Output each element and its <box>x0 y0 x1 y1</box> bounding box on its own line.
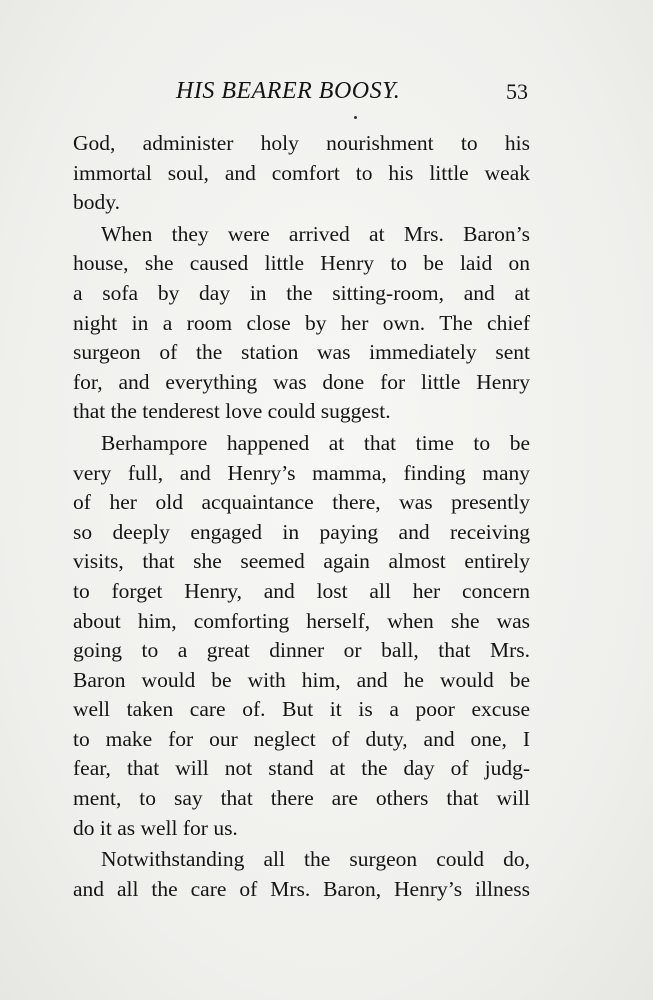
text-line: and all the care of Mrs. Baron, Henry’s illness <box>73 876 530 901</box>
text-line: of her old acquaintance there, was presently <box>73 490 530 515</box>
text-line: so deeply engaged in paying and receiving <box>73 519 530 544</box>
text-line: house, she caused little Henry to be laid on <box>73 251 530 276</box>
text-line: immortal soul, and comfort to his little weak <box>73 160 530 185</box>
page-number: 53 <box>506 79 528 104</box>
text-line: to forget Henry, and lost all her concern <box>73 578 530 603</box>
text-line: for, and everything was done for little Henry <box>73 369 530 394</box>
paragraph <box>73 129 530 218</box>
text-line: Berhampore happened at that time to be <box>101 430 530 455</box>
paragraph <box>73 429 530 843</box>
text-line: God, administer holy nourishment to his <box>73 131 530 155</box>
text-line: fear, that will not stand at the day of judg- <box>73 756 530 781</box>
text-line: night in a room close by her own. The chief <box>73 310 530 335</box>
text-line: body. <box>73 190 120 215</box>
paragraph <box>73 845 530 904</box>
text-line: about him, comforting herself, when she was <box>73 608 530 633</box>
text-line: surgeon of the station was immediately sent <box>73 340 530 365</box>
text-line: very full, and Henry’s mamma, finding many <box>73 460 530 485</box>
running-head <box>0 78 653 112</box>
text-line: Baron would be with him, and he would be <box>73 667 530 692</box>
running-title: HIS BEARER BOOSY. <box>176 78 401 104</box>
text-line: ment, to say that there are others that will <box>73 786 530 811</box>
ink-speck <box>354 116 357 119</box>
text-line: a sofa by day in the sitting-room, and at <box>73 280 530 305</box>
text-line: to make for our neglect of duty, and one, I <box>73 726 530 751</box>
body-text <box>73 129 530 904</box>
text-line: Notwithstanding all the surgeon could do, <box>101 847 530 872</box>
text-line: well taken care of. But it is a poor excuse <box>73 697 530 722</box>
text-line: When they were arrived at Mrs. Baron’s <box>101 221 530 246</box>
text-line: do it as well for us. <box>73 815 238 840</box>
text-line: going to a great dinner or ball, that Mrs. <box>73 638 530 663</box>
paragraph <box>73 220 530 427</box>
text-line: that the tenderest love could suggest. <box>73 399 391 424</box>
text-line: visits, that she seemed again almost entirely <box>73 549 530 574</box>
